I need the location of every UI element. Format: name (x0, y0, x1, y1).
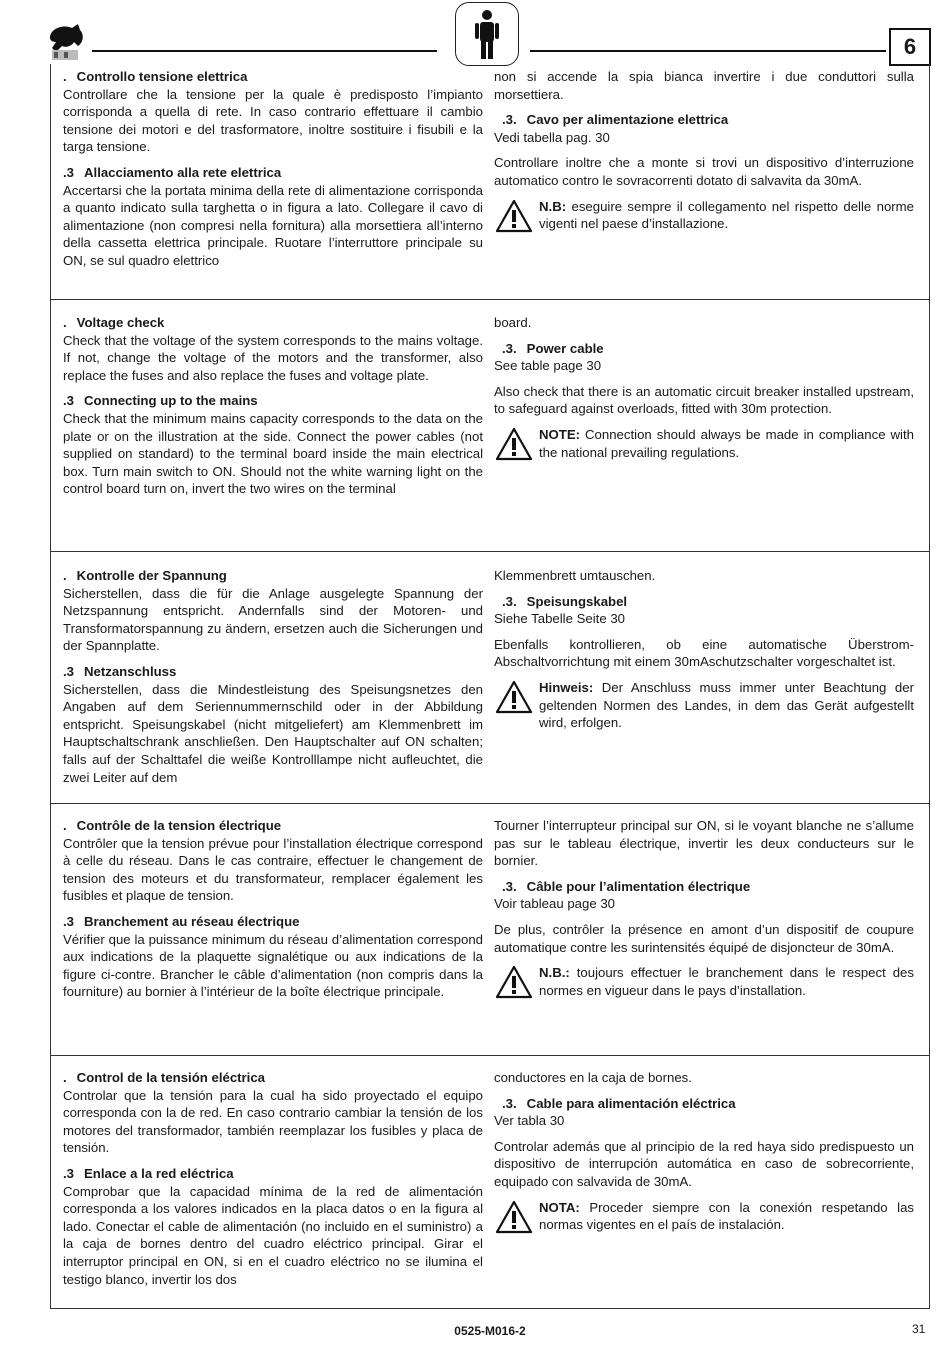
warning-triangle-icon (494, 198, 534, 234)
column-left (63, 1069, 483, 1288)
paragraph: Controllare che la tensione per la quale è predisposto l’impianto corrisponda a quella di rete. In caso contrario effettuare il cambio tensione dei motori e del trasformatore, inoltre sostituire i fisubili e la targa tensione. (63, 86, 483, 155)
paragraph: non si accende la spia bianca invertire i due conduttori sulla morsettiera. (494, 69, 914, 102)
column-right (494, 567, 914, 732)
heading-voltage-check: . Contrôle de la tension électrique (63, 818, 282, 833)
column-right (494, 314, 914, 462)
column-left (63, 567, 483, 786)
page-number: 31 (912, 1322, 926, 1336)
note-label: N.B: (539, 198, 567, 214)
note-text: Connection should always be made in compliance with the national prevailing regulations. (539, 426, 914, 460)
operator-icon (455, 2, 519, 66)
paragraph: Comprobar que la capacidad mínima de la red de alimentación corresponda a los valores indicados en la placa datos o en la figura al lado. Conectar el cable de alimentación (no incluido en el suministro) a la caja de bornes dentro del cuadro eléctrico principal. Girar el interruptor principal en ON, si en el cuadro eléctrico no se ilumina el testigo blanco, invertir los dos (63, 1183, 483, 1287)
section-italian (51, 64, 929, 300)
paragraph: See table page 30 (494, 358, 602, 374)
heading-mains-connection: .3 Branchement au réseau électrique (63, 913, 300, 929)
paragraph: Tourner l’interrupteur principal sur ON, si le voyant blanche ne s’allume pas sur le tableau électrique, invertir les deux conducteurs sur le bornier. (494, 818, 914, 869)
paragraph: Check that the minimum mains capacity corresponds to the data on the plate or on the illustration at the side. Connect the power cables (not supplied on standard) to the terminal board inside the main electrical box. Turn main switch to ON. Should not the white warning light on the control board turn on, invert the two wires on the terminal (63, 410, 483, 497)
column-right (494, 68, 914, 234)
column-left (63, 68, 483, 270)
warning-note (494, 426, 914, 462)
warning-note (494, 964, 914, 1000)
heading-mains-connection: .3 Connecting up to the mains (63, 393, 258, 409)
page-header (0, 0, 950, 68)
column-left (63, 817, 483, 1001)
warning-note (494, 198, 914, 234)
heading-power-cable: .3. Power cable (502, 340, 604, 356)
paragraph: Sicherstellen, dass die Mindestleistung des Speisungsnetzes den Angaben auf dem Seriennummernschild oder in der Abbildung entspricht. Speisungskabel (nicht mitgeliefert) am Klemmenbrett im Hauptschaltschrank anschließen. Den Hauptschalter auf ON schalten; falls auf der Schalttafel die weiße Kontrolllampe nicht aufleuchtet, die zwei Leiter auf dem (63, 681, 483, 785)
column-right (494, 1069, 914, 1235)
paragraph: conductores en la caja de bornes. (494, 1070, 692, 1085)
note-label: NOTA: (539, 1199, 580, 1215)
paragraph: Ver tabla 30 (494, 1113, 565, 1129)
section-french (51, 803, 929, 1056)
document-code: 0525-M016-2 (454, 1324, 526, 1338)
paragraph: Ebenfalls kontrollieren, ob eine automatische Überstrom-Abschaltvorrichtung mit einem 30mAschutzschalter vorgeschaltet ist. (494, 636, 914, 670)
section-spanish (51, 1055, 929, 1308)
heading-mains-connection: .3 Enlace a la red eléctrica (63, 1165, 234, 1181)
heading-power-cable: .3. Cable para alimentación eléctrica (502, 1095, 736, 1111)
warning-triangle-icon (494, 1199, 534, 1235)
heading-voltage-check: . Voltage check (63, 315, 165, 330)
heading-power-cable: .3. Cavo per alimentazione elettrica (502, 112, 729, 128)
note-text: Proceder siempre con la conexión respetando las normas vigentes en el país de instalación. (539, 1199, 915, 1233)
note-text: toujours effectuer le branchement dans le respect des normes en vigueur dans le pays d’installation. (539, 965, 914, 998)
paragraph: Sicherstellen, dass die für die Anlage ausgelegte Spannung der Netzspannung entspricht. Andernfalls sind der Motoren- und Transformatorspannung zu ändern, ersetzen auch die Sicherungen und der Spannplatte. (63, 585, 483, 654)
paragraph: De plus, contrôler la présence en amont d’un dispositif de coupure automatique contre les surintensités équipé de disjoncteur de 30mA. (494, 921, 914, 955)
heading-power-cable: .3. Speisungskabel (502, 593, 628, 609)
note-label: N.B.: (539, 965, 570, 981)
heading-mains-connection: .3 Netzanschluss (63, 663, 177, 679)
paragraph: Also check that there is an automatic circuit breaker installed upstream, to safeguard against overloads, fitted with 30m protection. (494, 383, 914, 417)
warning-note (494, 1199, 914, 1235)
note-label: NOTE: (539, 426, 581, 442)
note-text: eseguire sempre il collegamento nel rispetto delle norme vigenti nel paese d’installazione. (539, 198, 914, 232)
warning-triangle-icon (494, 426, 534, 462)
paragraph: Voir tableau page 30 (494, 896, 615, 912)
paragraph: Vérifier que la puissance minimum du réseau d’alimentation correspond aux indications de la plaquette signalétique ou aux indications de la figure ci-contre. Brancher le câble d’alimentation (non compris dans la fourniture) au bornier à l’intérieur de la boîte électrique principale. (63, 931, 483, 1000)
note-text: Der Anschluss muss immer unter Beachtung der geltenden Normen des Landes, in dem das Gerät aufgestellt wird, erfolgen. (539, 679, 914, 731)
heading-voltage-check: . Control de la tensión eléctrica (63, 1070, 266, 1085)
heading-mains-connection: .3 Allacciamento alla rete elettrica (63, 164, 282, 180)
warning-note (494, 679, 914, 732)
paragraph: Controllare inoltre che a monte si trovi un dispositivo d’interruzione automatico contro le sovracorrenti dotato di salvavita da 30mA. (494, 155, 914, 188)
heading-power-cable: .3. Câble pour l’alimentation électrique (502, 878, 751, 894)
warning-triangle-icon (494, 964, 534, 1000)
column-left (63, 314, 483, 498)
note-label: Hinweis: (539, 679, 594, 695)
paragraph: Accertarsi che la portata minima della rete di alimentazione corrisponda a quanto indicato sulla targhetta o in figura a lato. Collegare il cavo di alimentazione (non compresi nella fornitura) alla morsettiera all’interno della cassetta elettrica principale. Ruotare l’interruttore principale su ON, se sul quadro elettrico (63, 182, 483, 268)
heading-voltage-check: . Controllo tensione elettrica (63, 69, 248, 84)
content-frame (50, 64, 930, 1309)
chapter-tab: 6 (889, 28, 931, 66)
paragraph: Check that the voltage of the system corresponds to the mains voltage. If not, change the voltage of the motors and the transformer, also replace the fuses and also replace the fuses and voltage plate. (63, 332, 483, 383)
warning-triangle-icon (494, 679, 534, 715)
paragraph: Klemmenbrett umtauschen. (494, 568, 656, 583)
paragraph: Siehe Tabelle Seite 30 (494, 611, 625, 627)
paragraph: board. (494, 315, 532, 330)
header-rule-right (530, 50, 886, 52)
paragraph: Vedi tabella pag. 30 (494, 129, 610, 145)
brand-logo-icon (44, 20, 88, 64)
section-english (51, 299, 929, 552)
heading-voltage-check: . Kontrolle der Spannung (63, 568, 227, 583)
header-rule-left (92, 50, 437, 52)
section-german (51, 551, 929, 804)
paragraph: Contrôler que la tension prévue pour l’installation électrique correspond à celle du réseau. Dans le cas contraire, effectuer le changement de tension des moteurs et du transformateur, remplacer également les fusibles et plaque de tension. (63, 835, 483, 904)
paragraph: Controlar que la tensión para la cual ha sido proyectado el equipo corresponda con la de red. En caso contrario cambiar la tensión de los motores del transformador, también reemplazar los fusibles y placa de tensión. (63, 1087, 483, 1156)
paragraph: Controlar además que al principio de la red haya sido predispuesto un dispositivo de interrupción automática en caso de sobrecorriente, equipado con salvavida de 30mA. (494, 1138, 914, 1189)
column-right (494, 817, 914, 1000)
